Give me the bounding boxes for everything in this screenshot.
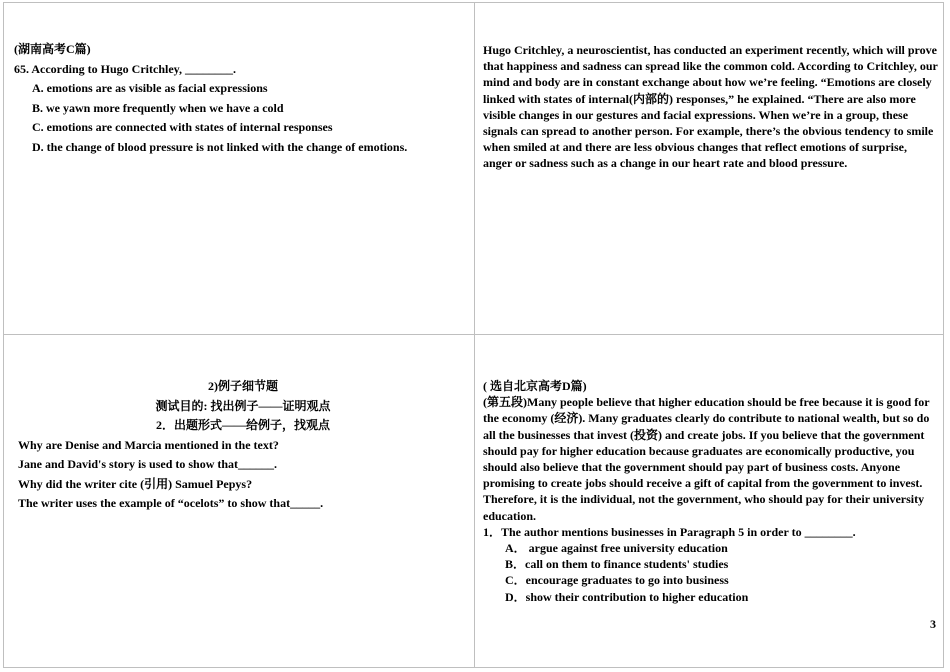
- option-c: C. emotions are connected with states of internal responses: [32, 120, 333, 134]
- example-question: Jane and David's story is used to show that______.: [18, 457, 278, 471]
- horizontal-divider: [3, 334, 944, 335]
- option-a: A. emotions are as visible as facial expressions: [32, 81, 268, 95]
- option-b: B．call on them to finance students' studies: [505, 557, 729, 572]
- cell-top-right: [483, 42, 938, 172]
- option-a: A． argue against free university education: [505, 541, 728, 556]
- test-purpose: 测试目的: 找出例子——证明观点: [155, 398, 331, 413]
- option-b: B. we yawn more frequently when we have a cold: [32, 100, 284, 115]
- source-label: ( 选自北京高考D篇): [483, 379, 587, 393]
- example-question: The writer uses the example of “ocelots” to show that_____.: [18, 496, 324, 510]
- source-label: (湖南高考C篇): [14, 42, 91, 56]
- example-question: Why did the writer cite (引用) Samuel Pepys?: [18, 476, 253, 491]
- question-form: 2．出题形式——给例子，找观点: [155, 418, 330, 432]
- option-c: C．encourage graduates to go into business: [505, 573, 729, 588]
- passage-text: (第五段)Many people believe that higher education should be free because it is good for the economy (经济). Many graduates clearly do contribute to national wealth, but so do all the businesses that invest (投资) and create jobs. If you believe that the government should pay for higher education because graduates are economically productive, you should also believe that the government should pay part of business costs. Anyone promising to create jobs should receive a gift of capital from the government to invest. Therefore, it is the individual, not the government, who should pay for their university education.: [483, 395, 930, 523]
- cell-bottom-left: [18, 377, 468, 514]
- question-text: 1．The author mentions businesses in Paragraph 5 in order to ________.: [483, 524, 856, 539]
- option-d: D. the change of blood pressure is not linked with the change of emotions.: [32, 139, 408, 154]
- cell-top-left: [14, 40, 464, 157]
- example-question: Why are Denise and Marcia mentioned in the text?: [18, 437, 279, 452]
- cell-bottom-right: [483, 378, 938, 605]
- passage-text: Hugo Critchley, a neuroscientist, has conducted an experiment recently, which will prove that happiness and sadness can spread like the common cold. According to Critchley, our mind and body are in constant exchange about how we’re feeling. “Emotions are closely linked with states of internal(内部的) responses,” he explained. “There are also more visible changes in our gestures and facial expressions. When we’re in a group, these signals can spread to another person. For example, there’s the obvious tendency to smile when smiled at and there are less obvious changes that reflect emotions of surprise, anger or sadness such as a change in our heart rate and blood pressure.: [483, 43, 938, 171]
- section-heading: 2)例子细节题: [208, 379, 278, 393]
- vertical-divider: [474, 2, 475, 668]
- question-text: 65. According to Hugo Critchley, ________.: [14, 61, 236, 76]
- option-d: D．show their contribution to higher education: [505, 589, 749, 604]
- page-number: 3: [930, 617, 936, 631]
